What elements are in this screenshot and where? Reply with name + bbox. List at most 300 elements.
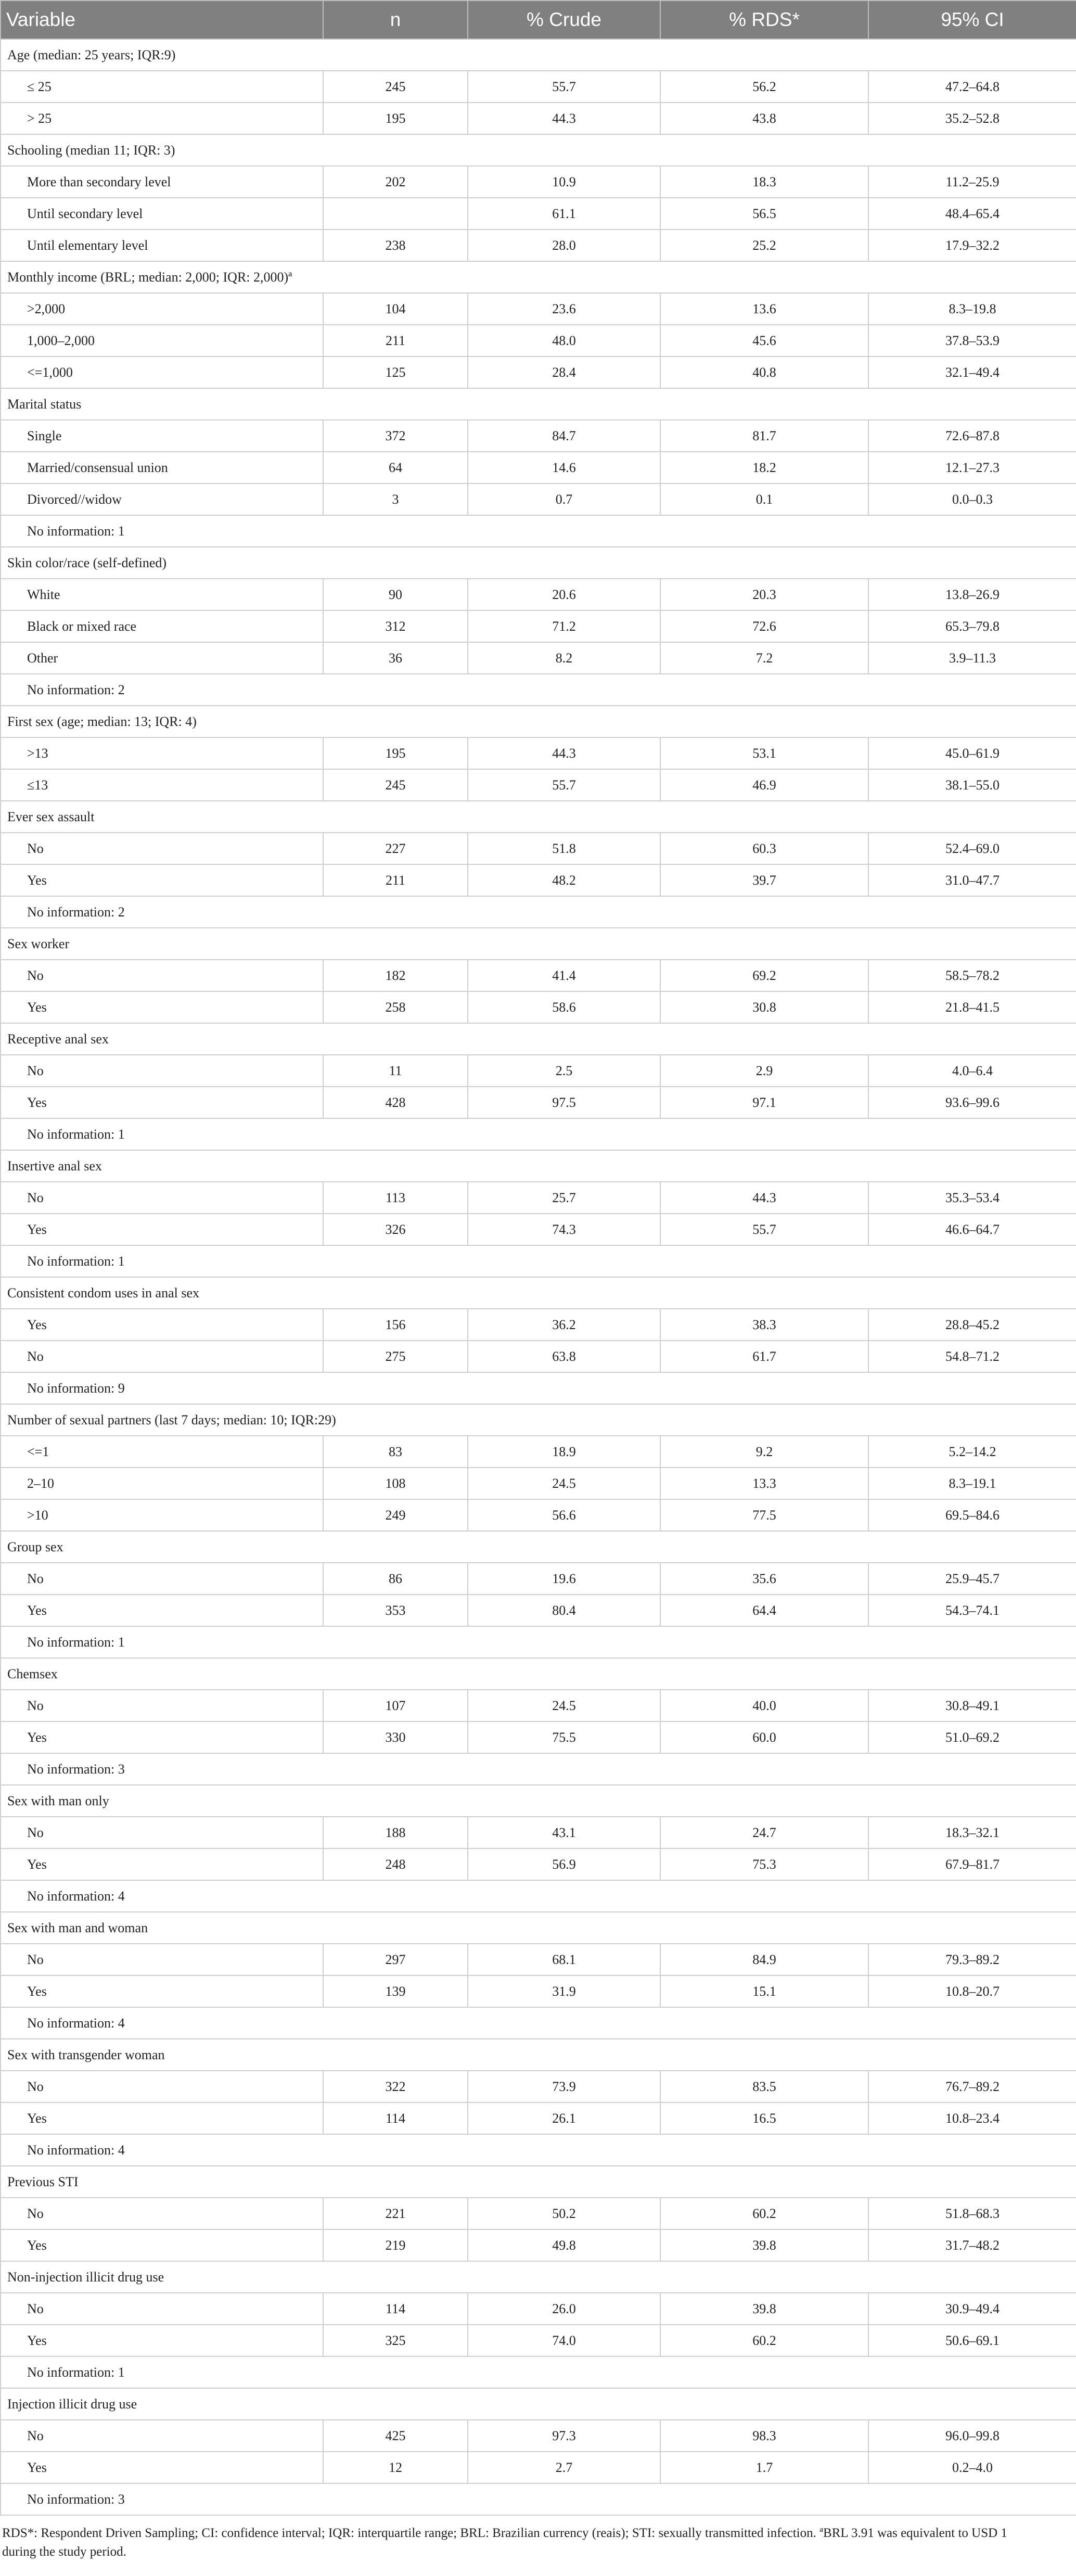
header-row [1,1,1076,39]
cell-n: 114 [323,2293,468,2325]
table-row [1,103,1076,134]
table-row [1,1975,1076,2007]
cell-variable: 2–10 [1,1468,323,1499]
cell-crude: 56.6 [468,1499,660,1531]
section-label: Insertive anal sex [1,1150,1076,1182]
no-information-row [1,1118,1076,1150]
table-row [1,1944,1076,1975]
section-label: Non-injection illicit drug use [1,2261,1076,2293]
cell-crude: 74.0 [468,2325,660,2356]
cell-n: 219 [323,2229,468,2261]
cell-rds: 18.3 [660,166,868,198]
cell-ci: 17.9–32.2 [868,229,1076,261]
cell-rds: 97.1 [660,1087,868,1118]
cell-rds: 43.8 [660,103,868,134]
section-label: Skin color/race (self-defined) [1,547,1076,579]
cell-rds: 46.9 [660,769,868,801]
cell-n: 245 [323,769,468,801]
cell-n: 372 [323,420,468,452]
cell-crude: 20.6 [468,579,660,610]
cell-n: 297 [323,1944,468,1975]
cell-crude: 8.2 [468,642,660,674]
cell-variable: Married/consensual union [1,452,323,483]
table-row [1,1595,1076,1626]
cell-variable: <=1,000 [1,356,323,388]
table-row [1,71,1076,103]
section-label: Ever sex assault [1,801,1076,833]
section-row [1,1531,1076,1563]
cell-variable: No [1,1817,323,1848]
section-label: Previous STI [1,2166,1076,2198]
cell-crude: 24.5 [468,1468,660,1499]
cell-ci: 31.0–47.7 [868,864,1076,896]
no-information-label: No information: 1 [1,2356,1076,2388]
header-ci: 95% CI [868,1,1076,39]
header-rds: % RDS* [660,1,868,39]
table-row [1,356,1076,388]
cell-variable: Yes [1,2229,323,2261]
cell-variable: Yes [1,991,323,1023]
footnote-line-1: RDS*: Respondent Driven Sampling; CI: confidence interval; IQR: interquartile range; BRL: Brazilian currency (reais); STI: sexually transmitted infection. ªBRL 3.91 was equivalent to USD 1 [2,2526,1007,2540]
cell-rds: 13.6 [660,293,868,325]
section-label: Number of sexual partners (last 7 days; median: 10; IQR:29) [1,1404,1076,1436]
cell-rds: 39.8 [660,2229,868,2261]
cell-crude: 26.0 [468,2293,660,2325]
cell-rds: 75.3 [660,1848,868,1880]
cell-ci: 3.9–11.3 [868,642,1076,674]
cell-crude: 50.2 [468,2198,660,2229]
cell-n: 211 [323,325,468,356]
table-row [1,864,1076,896]
table-row [1,960,1076,991]
cell-variable: >2,000 [1,293,323,325]
table-row [1,1182,1076,1214]
cell-n: 195 [323,103,468,134]
cell-rds: 72.6 [660,610,868,642]
cell-n: 258 [323,991,468,1023]
cell-n: 188 [323,1817,468,1848]
table-row [1,1436,1076,1468]
cell-ci: 18.3–32.1 [868,1817,1076,1848]
cell-rds: 20.3 [660,579,868,610]
no-information-row [1,1880,1076,1912]
cell-ci: 58.5–78.2 [868,960,1076,991]
section-label: Chemsex [1,1658,1076,1690]
cell-ci: 48.4–65.4 [868,198,1076,229]
cell-crude: 41.4 [468,960,660,991]
cell-crude: 61.1 [468,198,660,229]
cell-n: 221 [323,2198,468,2229]
cell-ci: 21.8–41.5 [868,991,1076,1023]
cell-n: 113 [323,1182,468,1214]
cell-ci: 31.7–48.2 [868,2229,1076,2261]
cell-n: 86 [323,1563,468,1595]
cell-variable: Black or mixed race [1,610,323,642]
cell-variable: Yes [1,1848,323,1880]
cell-variable: Yes [1,2325,323,2356]
cell-ci: 47.2–64.8 [868,71,1076,103]
no-information-label: No information: 4 [1,1880,1076,1912]
table-row [1,1721,1076,1753]
cell-variable: No [1,1690,323,1721]
cell-n: 326 [323,1214,468,1245]
table-row [1,1563,1076,1595]
cell-rds: 45.6 [660,325,868,356]
table-row [1,166,1076,198]
cell-rds: 39.7 [660,864,868,896]
section-row [1,706,1076,737]
cell-variable: No [1,1055,323,1087]
table-row [1,452,1076,483]
section-row [1,1658,1076,1690]
section-row [1,928,1076,960]
section-row [1,801,1076,833]
section-label: Injection illicit drug use [1,2388,1076,2420]
table-row [1,1341,1076,1372]
cell-variable: White [1,579,323,610]
cell-variable: No [1,1944,323,1975]
cell-variable: ≤13 [1,769,323,801]
cell-ci: 25.9–45.7 [868,1563,1076,1595]
cell-rds: 2.9 [660,1055,868,1087]
section-row [1,388,1076,420]
cell-crude: 73.9 [468,2071,660,2102]
cell-crude: 44.3 [468,737,660,769]
cell-ci: 4.0–6.4 [868,1055,1076,1087]
cell-rds: 9.2 [660,1436,868,1468]
cell-crude: 58.6 [468,991,660,1023]
header-n: n [323,1,468,39]
cell-variable: Yes [1,2102,323,2134]
table-row [1,420,1076,452]
cell-variable: No [1,2420,323,2452]
cell-rds: 30.8 [660,991,868,1023]
table-row [1,737,1076,769]
cell-ci: 45.0–61.9 [868,737,1076,769]
no-information-label: No information: 1 [1,1118,1076,1150]
cell-rds: 40.0 [660,1690,868,1721]
cell-rds: 0.1 [660,483,868,515]
cell-crude: 55.7 [468,71,660,103]
table-row [1,2452,1076,2483]
cell-variable: More than secondary level [1,166,323,198]
section-row [1,1912,1076,1944]
cell-crude: 2.7 [468,2452,660,2483]
table-row [1,2229,1076,2261]
cell-rds: 1.7 [660,2452,868,2483]
cell-n: 64 [323,452,468,483]
cell-n: 114 [323,2102,468,2134]
cell-ci: 37.8–53.9 [868,325,1076,356]
section-row [1,1404,1076,1436]
table-row [1,833,1076,864]
no-information-row [1,1626,1076,1658]
no-information-row [1,2356,1076,2388]
cell-ci: 35.2–52.8 [868,103,1076,134]
cell-rds: 60.3 [660,833,868,864]
cell-crude: 55.7 [468,769,660,801]
table-body [1,39,1076,2515]
table-row [1,1087,1076,1118]
table-row [1,2071,1076,2102]
cell-n: 108 [323,1468,468,1499]
cell-ci: 79.3–89.2 [868,1944,1076,1975]
cell-ci: 10.8–20.7 [868,1975,1076,2007]
cell-ci: 54.3–74.1 [868,1595,1076,1626]
cell-variable: Single [1,420,323,452]
cell-variable: Yes [1,1721,323,1753]
cell-crude: 49.8 [468,2229,660,2261]
cell-n: 11 [323,1055,468,1087]
cell-rds: 77.5 [660,1499,868,1531]
cell-ci: 30.8–49.1 [868,1690,1076,1721]
section-label: Sex with man only [1,1785,1076,1817]
no-information-row [1,2483,1076,2515]
cell-n: 325 [323,2325,468,2356]
cell-crude: 14.6 [468,452,660,483]
cell-rds: 40.8 [660,356,868,388]
section-row [1,1023,1076,1055]
cell-ci: 11.2–25.9 [868,166,1076,198]
cell-n: 245 [323,71,468,103]
section-label: Marital status [1,388,1076,420]
cell-variable: >13 [1,737,323,769]
table-row [1,1468,1076,1499]
table-row [1,1214,1076,1245]
cell-crude: 31.9 [468,1975,660,2007]
cell-n: 353 [323,1595,468,1626]
cell-rds: 60.0 [660,1721,868,1753]
cell-crude: 97.5 [468,1087,660,1118]
cell-variable: > 25 [1,103,323,134]
cell-n: 36 [323,642,468,674]
cell-n: 227 [323,833,468,864]
section-row [1,2261,1076,2293]
no-information-label: No information: 2 [1,896,1076,928]
cell-rds: 53.1 [660,737,868,769]
cell-ci: 12.1–27.3 [868,452,1076,483]
cell-crude: 24.5 [468,1690,660,1721]
cell-variable: No [1,2293,323,2325]
cell-rds: 98.3 [660,2420,868,2452]
cell-variable: Yes [1,864,323,896]
cell-variable: <=1 [1,1436,323,1468]
cell-crude: 97.3 [468,2420,660,2452]
section-row [1,261,1076,293]
cell-rds: 81.7 [660,420,868,452]
table-row [1,483,1076,515]
table-row [1,610,1076,642]
cell-ci: 0.0–0.3 [868,483,1076,515]
section-row [1,547,1076,579]
cell-rds: 44.3 [660,1182,868,1214]
cell-crude: 74.3 [468,1214,660,1245]
cell-n: 195 [323,737,468,769]
cell-variable: Yes [1,1309,323,1341]
cell-n: 248 [323,1848,468,1880]
section-row [1,1150,1076,1182]
table-row [1,642,1076,674]
section-row [1,2039,1076,2071]
cell-crude: 10.9 [468,166,660,198]
cell-ci: 51.0–69.2 [868,1721,1076,1753]
cell-rds: 39.8 [660,2293,868,2325]
cell-rds: 18.2 [660,452,868,483]
cell-ci: 65.3–79.8 [868,610,1076,642]
no-information-row [1,1753,1076,1785]
no-information-label: No information: 3 [1,2483,1076,2515]
cell-ci: 32.1–49.4 [868,356,1076,388]
section-row [1,2166,1076,2198]
cell-ci: 52.4–69.0 [868,833,1076,864]
cell-n: 428 [323,1087,468,1118]
no-information-row [1,515,1076,547]
cell-n: 3 [323,483,468,515]
cell-variable: No [1,960,323,991]
section-row [1,134,1076,166]
cell-rds: 60.2 [660,2325,868,2356]
section-label: Monthly income (BRL; median: 2,000; IQR: 2,000)ª [1,261,1076,293]
table-row [1,1690,1076,1721]
cell-rds: 60.2 [660,2198,868,2229]
cell-variable: Yes [1,1975,323,2007]
cell-n: 322 [323,2071,468,2102]
cell-rds: 25.2 [660,229,868,261]
cell-rds: 84.9 [660,1944,868,1975]
cell-ci: 30.9–49.4 [868,2293,1076,2325]
cell-crude: 56.9 [468,1848,660,1880]
cell-rds: 35.6 [660,1563,868,1595]
no-information-label: No information: 1 [1,1245,1076,1277]
cell-rds: 13.3 [660,1468,868,1499]
table-row [1,229,1076,261]
cell-ci: 51.8–68.3 [868,2198,1076,2229]
cell-variable: Other [1,642,323,674]
cell-n: 312 [323,610,468,642]
cell-ci: 46.6–64.7 [868,1214,1076,1245]
cell-crude: 36.2 [468,1309,660,1341]
table-row [1,1848,1076,1880]
cell-crude: 2.5 [468,1055,660,1087]
table-row [1,325,1076,356]
section-label: Group sex [1,1531,1076,1563]
cell-n: 12 [323,2452,468,2483]
table-row [1,991,1076,1023]
cell-ci: 54.8–71.2 [868,1341,1076,1372]
cell-ci: 50.6–69.1 [868,2325,1076,2356]
cell-ci: 35.3–53.4 [868,1182,1076,1214]
cell-crude: 18.9 [468,1436,660,1468]
cell-n: 275 [323,1341,468,1372]
table-footnote [0,2516,1076,2561]
cell-rds: 16.5 [660,2102,868,2134]
header-variable: Variable [1,1,323,39]
cell-ci: 76.7–89.2 [868,2071,1076,2102]
section-row [1,1785,1076,1817]
cell-ci: 67.9–81.7 [868,1848,1076,1880]
cell-crude: 80.4 [468,1595,660,1626]
cell-ci: 13.8–26.9 [868,579,1076,610]
cell-crude: 26.1 [468,2102,660,2134]
cell-rds: 56.2 [660,71,868,103]
section-label: Sex with man and woman [1,1912,1076,1944]
cell-rds: 15.1 [660,1975,868,2007]
cell-crude: 28.4 [468,356,660,388]
cell-rds: 55.7 [660,1214,868,1245]
cell-variable: No [1,833,323,864]
no-information-label: No information: 4 [1,2134,1076,2166]
cell-n: 83 [323,1436,468,1468]
cell-crude: 48.2 [468,864,660,896]
section-row [1,39,1076,71]
table-row [1,2325,1076,2356]
header-crude: % Crude [468,1,660,39]
cell-crude: 84.7 [468,420,660,452]
cell-rds: 24.7 [660,1817,868,1848]
cell-variable: Yes [1,2452,323,2483]
no-information-row [1,2007,1076,2039]
table-row [1,293,1076,325]
section-row [1,2388,1076,2420]
cell-n: 182 [323,960,468,991]
cell-crude: 63.8 [468,1341,660,1372]
cell-n: 107 [323,1690,468,1721]
cell-variable: No [1,1182,323,1214]
no-information-label: No information: 4 [1,2007,1076,2039]
section-label: Sex with transgender woman [1,2039,1076,2071]
cell-rds: 64.4 [660,1595,868,1626]
cell-rds: 38.3 [660,1309,868,1341]
cell-variable: Yes [1,1595,323,1626]
table-row [1,2198,1076,2229]
cell-variable: No [1,2198,323,2229]
no-information-label: No information: 3 [1,1753,1076,1785]
table-row [1,2420,1076,2452]
table-row [1,1499,1076,1531]
cell-crude: 28.0 [468,229,660,261]
cell-ci: 5.2–14.2 [868,1436,1076,1468]
cell-crude: 68.1 [468,1944,660,1975]
section-label: Receptive anal sex [1,1023,1076,1055]
no-information-row [1,2134,1076,2166]
section-label: Sex worker [1,928,1076,960]
cell-ci: 8.3–19.1 [868,1468,1076,1499]
cell-n: 249 [323,1499,468,1531]
cell-variable: Until elementary level [1,229,323,261]
cell-ci: 38.1–55.0 [868,769,1076,801]
cell-rds: 7.2 [660,642,868,674]
cell-n: 211 [323,864,468,896]
cell-crude: 43.1 [468,1817,660,1848]
no-information-label: No information: 2 [1,674,1076,706]
cell-ci: 72.6–87.8 [868,420,1076,452]
cell-n: 90 [323,579,468,610]
footnote-line-2: during the study period. [2,2545,126,2559]
table-row [1,1309,1076,1341]
cell-ci: 28.8–45.2 [868,1309,1076,1341]
no-information-row [1,896,1076,928]
cell-n: 330 [323,1721,468,1753]
table-row [1,2293,1076,2325]
section-label: Schooling (median 11; IQR: 3) [1,134,1076,166]
cell-rds: 56.5 [660,198,868,229]
cell-ci: 69.5–84.6 [868,1499,1076,1531]
cell-crude: 51.8 [468,833,660,864]
cell-n [323,198,468,229]
cell-ci: 0.2–4.0 [868,2452,1076,2483]
cell-n: 125 [323,356,468,388]
cell-variable: 1,000–2,000 [1,325,323,356]
